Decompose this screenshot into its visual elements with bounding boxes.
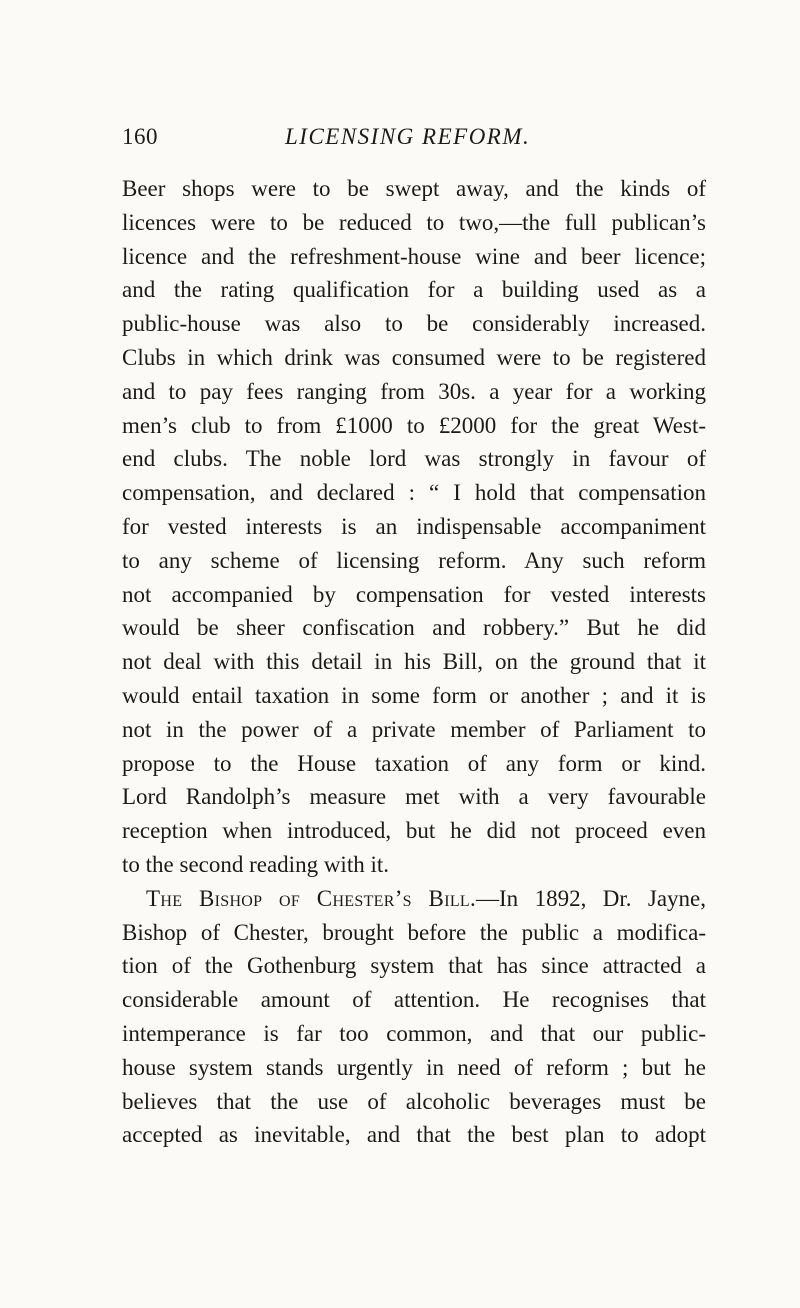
text-line: believes that the use of alcoholic beverages must be [122, 1088, 706, 1114]
text-line: accepted as inevitable, and that the best plan to adopt [122, 1122, 706, 1148]
text-line: Bishop of Chester, brought before the public a modifica- [122, 919, 706, 945]
section-opening-line [122, 882, 706, 916]
text-line: licence and the refreshment-house wine and beer licence; [122, 243, 706, 269]
text-line: for vested interests is an indispensable accompaniment [122, 513, 706, 539]
text-line: intemperance is far too common, and that our public- [122, 1020, 706, 1046]
text-line: reception when introduced, but he did not proceed even [122, 818, 706, 844]
running-title: LICENSING REFORM. [285, 124, 531, 149]
text-line: to the second reading with it. [122, 851, 389, 877]
text-line: end clubs. The noble lord was strongly in favour of [122, 446, 706, 472]
text-line: considerable amount of attention. He recognises that [122, 987, 706, 1013]
running-head [122, 124, 702, 158]
text-line: men’s club to from £1000 to £2000 for the great West- [122, 412, 706, 438]
text-line: house system stands urgently in need of reform ; but he [122, 1054, 706, 1080]
text-line: not deal with this detail in his Bill, on the ground that it [122, 649, 706, 675]
text-line: Clubs in which drink was consumed were to be registered [122, 344, 706, 370]
text-line: Beer shops were to be swept away, and the kinds of [122, 176, 706, 201]
text-line: and to pay fees ranging from 30s. a year for a working [122, 378, 706, 404]
text-line: propose to the House taxation of any form or kind. [122, 750, 706, 776]
text-line: public-house was also to be considerably increased. [122, 311, 706, 337]
text-line: compensation, and declared : “ I hold that compensation [122, 480, 706, 506]
text-line: would be sheer confiscation and robbery.” But he did [122, 615, 706, 641]
section-first-line-text: —In 1892, Dr. Jayne, [476, 885, 706, 911]
text-line: and the rating qualification for a building used as a [122, 277, 706, 303]
text-line: tion of the Gothenburg system that has since attracted a [122, 953, 706, 979]
text-line: licences were to be reduced to two,—the full publican’s [122, 209, 706, 235]
text-line: not accompanied by compensation for vested interests [122, 581, 706, 607]
text-line: not in the power of a private member of Parliament to [122, 716, 706, 742]
text-line: Lord Randolph’s measure met with a very favourable [122, 784, 706, 810]
text-line: would entail taxation in some form or another ; and it is [122, 682, 706, 708]
text-line: to any scheme of licensing reform. Any such reform [122, 547, 706, 573]
page-number: 160 [122, 124, 158, 149]
section-heading: The Bishop of Chester’s Bill. [146, 885, 477, 911]
body-text [122, 172, 706, 1152]
